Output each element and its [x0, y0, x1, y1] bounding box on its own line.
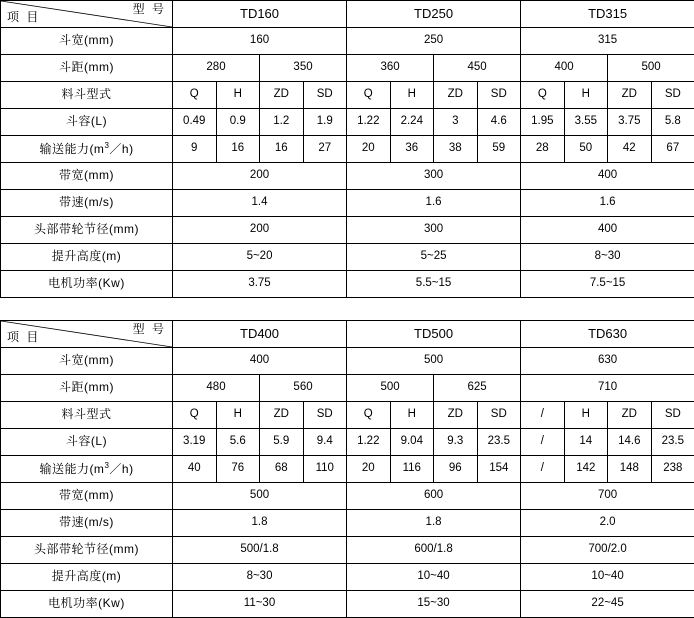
cell-6-1: 1.6	[347, 190, 521, 217]
table-row	[1, 163, 694, 190]
cell-2-11: SD	[651, 82, 694, 109]
cell-4-3: 27	[303, 136, 347, 163]
cell-3-1: 0.9	[216, 109, 260, 136]
spec-table-2	[0, 320, 694, 618]
cell-3-8: 1.95	[521, 109, 565, 136]
row-label-9: 电机功率(Kw)	[1, 591, 173, 618]
table-row	[1, 483, 694, 510]
cell-7-1: 600/1.8	[347, 537, 521, 564]
cell-2-0: Q	[173, 82, 217, 109]
cell-2-11: SD	[651, 402, 694, 429]
cell-3-9: 14	[564, 429, 608, 456]
cell-8-2: 10~40	[521, 564, 694, 591]
table-row	[1, 564, 694, 591]
cell-4-11: 238	[651, 456, 694, 483]
cell-2-8: /	[521, 402, 565, 429]
cell-2-5: H	[390, 82, 434, 109]
cell-2-7: SD	[477, 402, 521, 429]
cell-3-5: 9.04	[390, 429, 434, 456]
table-row	[1, 348, 694, 375]
table-row	[1, 402, 694, 429]
cell-3-3: 1.9	[303, 109, 347, 136]
row-label-3: 斗容(L)	[1, 429, 173, 456]
cell-2-4: Q	[347, 402, 391, 429]
cell-6-2: 1.6	[521, 190, 694, 217]
row-label-6: 带速(m/s)	[1, 510, 173, 537]
spec-table-1	[0, 0, 694, 298]
cell-3-10: 14.6	[608, 429, 652, 456]
cell-6-0: 1.4	[173, 190, 347, 217]
cell-4-2: 68	[260, 456, 304, 483]
cell-8-2: 8~30	[521, 244, 694, 271]
cell-4-4: 20	[347, 456, 391, 483]
row-label-4: 输送能力$(m^3/h)$	[1, 456, 173, 483]
cell-4-10: 42	[608, 136, 652, 163]
cell-3-11: 5.8	[651, 109, 694, 136]
cell-4-0: 40	[173, 456, 217, 483]
model-header-TD630: TD630	[521, 321, 694, 348]
cell-3-9: 3.55	[564, 109, 608, 136]
table-row	[1, 537, 694, 564]
cell-9-0: 3.75	[173, 271, 347, 298]
cell-1-3: 625	[434, 375, 521, 402]
corner-item-label: 项 目	[7, 331, 40, 345]
row-label-9: 电机功率(Kw)	[1, 271, 173, 298]
cell-4-1: 76	[216, 456, 260, 483]
cell-8-0: 5~20	[173, 244, 347, 271]
cell-4-7: 59	[477, 136, 521, 163]
cell-1-1: 560	[260, 375, 347, 402]
cell-4-1: 16	[216, 136, 260, 163]
table-row	[1, 28, 694, 55]
cell-1-4: 710	[521, 375, 694, 402]
cell-7-0: 500/1.8	[173, 537, 347, 564]
cell-6-2: 2.0	[521, 510, 694, 537]
row-label-6: 带速(m/s)	[1, 190, 173, 217]
cell-4-9: 142	[564, 456, 608, 483]
cell-2-3: SD	[303, 82, 347, 109]
cell-3-1: 5.6	[216, 429, 260, 456]
cell-6-1: 1.8	[347, 510, 521, 537]
cell-2-7: SD	[477, 82, 521, 109]
row-label-4: 输送能力$(m^3/h)$	[1, 136, 173, 163]
cell-1-2: 360	[347, 55, 434, 82]
cell-3-6: 9.3	[434, 429, 478, 456]
cell-0-0: 160	[173, 28, 347, 55]
table-row	[1, 217, 694, 244]
cell-2-3: SD	[303, 402, 347, 429]
cell-1-0: 480	[173, 375, 260, 402]
corner-header-cell	[1, 1, 173, 28]
cell-3-4: 1.22	[347, 429, 391, 456]
cell-7-2: 400	[521, 217, 694, 244]
cell-9-2: 22~45	[521, 591, 694, 618]
cell-4-3: 110	[303, 456, 347, 483]
corner-item-label: 项 目	[7, 11, 40, 25]
cell-3-0: 3.19	[173, 429, 217, 456]
corner-inner	[1, 321, 172, 347]
cell-2-5: H	[390, 402, 434, 429]
cell-8-1: 10~40	[347, 564, 521, 591]
row-label-8: 提升高度(m)	[1, 244, 173, 271]
cell-3-3: 9.4	[303, 429, 347, 456]
cell-4-9: 50	[564, 136, 608, 163]
cell-3-4: 1.22	[347, 109, 391, 136]
row-label-2: 料斗型式	[1, 82, 173, 109]
cell-4-7: 154	[477, 456, 521, 483]
cell-3-7: 4.6	[477, 109, 521, 136]
cell-7-1: 300	[347, 217, 521, 244]
cell-2-6: ZD	[434, 402, 478, 429]
cell-4-5: 116	[390, 456, 434, 483]
row-label-3: 斗容(L)	[1, 109, 173, 136]
table-row	[1, 190, 694, 217]
cell-4-2: 16	[260, 136, 304, 163]
cell-2-2: ZD	[260, 402, 304, 429]
cell-1-0: 280	[173, 55, 260, 82]
model-header-TD500: TD500	[347, 321, 521, 348]
cell-2-2: ZD	[260, 82, 304, 109]
cell-2-10: ZD	[608, 82, 652, 109]
cell-3-2: 5.9	[260, 429, 304, 456]
row-label-0: 斗宽(mm)	[1, 348, 173, 375]
cell-0-2: 315	[521, 28, 694, 55]
model-header-TD250: TD250	[347, 1, 521, 28]
cell-0-1: 500	[347, 348, 521, 375]
cell-1-3: 450	[434, 55, 521, 82]
cell-0-2: 630	[521, 348, 694, 375]
cell-7-0: 200	[173, 217, 347, 244]
row-label-0: 斗宽(mm)	[1, 28, 173, 55]
cell-2-10: ZD	[608, 402, 652, 429]
cell-4-4: 20	[347, 136, 391, 163]
cell-3-5: 2.24	[390, 109, 434, 136]
table-row	[1, 136, 694, 163]
cell-1-1: 350	[260, 55, 347, 82]
row-label-1: 斗距(mm)	[1, 375, 173, 402]
row-label-1: 斗距(mm)	[1, 55, 173, 82]
cell-3-8: /	[521, 429, 565, 456]
cell-4-0: 9	[173, 136, 217, 163]
cell-8-0: 8~30	[173, 564, 347, 591]
cell-3-7: 23.5	[477, 429, 521, 456]
cell-9-1: 5.5~15	[347, 271, 521, 298]
table-row	[1, 591, 694, 618]
cell-6-0: 1.8	[173, 510, 347, 537]
table-header-row	[1, 321, 694, 348]
row-label-7: 头部带轮节径(mm)	[1, 217, 173, 244]
cell-2-1: H	[216, 402, 260, 429]
cell-5-0: 200	[173, 163, 347, 190]
cell-3-6: 3	[434, 109, 478, 136]
cell-3-2: 1.2	[260, 109, 304, 136]
cell-3-11: 23.5	[651, 429, 694, 456]
model-header-TD315: TD315	[521, 1, 694, 28]
table-row	[1, 244, 694, 271]
cell-2-1: H	[216, 82, 260, 109]
corner-model-label: 型 号	[133, 3, 166, 17]
cell-5-1: 300	[347, 163, 521, 190]
table-row	[1, 271, 694, 298]
corner-header-cell	[1, 321, 173, 348]
cell-3-10: 3.75	[608, 109, 652, 136]
cell-2-9: H	[564, 402, 608, 429]
cell-2-8: Q	[521, 82, 565, 109]
cell-4-8: /	[521, 456, 565, 483]
cell-7-2: 700/2.0	[521, 537, 694, 564]
table-header-row	[1, 1, 694, 28]
cell-4-8: 28	[521, 136, 565, 163]
cell-1-5: 500	[608, 55, 694, 82]
cell-4-10: 148	[608, 456, 652, 483]
cell-1-2: 500	[347, 375, 434, 402]
table-gap	[0, 298, 694, 320]
cell-0-0: 400	[173, 348, 347, 375]
table-row	[1, 55, 694, 82]
corner-model-label: 型 号	[133, 323, 166, 337]
cell-4-6: 96	[434, 456, 478, 483]
table-row	[1, 82, 694, 109]
cell-4-11: 67	[651, 136, 694, 163]
cell-4-6: 38	[434, 136, 478, 163]
table-row	[1, 109, 694, 136]
table-row	[1, 429, 694, 456]
cell-4-5: 36	[390, 136, 434, 163]
row-label-7: 头部带轮节径(mm)	[1, 537, 173, 564]
cell-2-0: Q	[173, 402, 217, 429]
cell-8-1: 5~25	[347, 244, 521, 271]
cell-0-1: 250	[347, 28, 521, 55]
row-label-5: 带宽(mm)	[1, 163, 173, 190]
cell-3-0: 0.49	[173, 109, 217, 136]
cell-5-1: 600	[347, 483, 521, 510]
table-row	[1, 510, 694, 537]
cell-2-9: H	[564, 82, 608, 109]
cell-2-4: Q	[347, 82, 391, 109]
cell-9-0: 11~30	[173, 591, 347, 618]
row-label-5: 带宽(mm)	[1, 483, 173, 510]
model-header-TD160: TD160	[173, 1, 347, 28]
table-row	[1, 456, 694, 483]
cell-5-0: 500	[173, 483, 347, 510]
model-header-TD400: TD400	[173, 321, 347, 348]
cell-2-6: ZD	[434, 82, 478, 109]
corner-inner	[1, 1, 172, 27]
cell-5-2: 700	[521, 483, 694, 510]
cell-5-2: 400	[521, 163, 694, 190]
cell-9-2: 7.5~15	[521, 271, 694, 298]
cell-1-4: 400	[521, 55, 608, 82]
row-label-8: 提升高度(m)	[1, 564, 173, 591]
row-label-2: 料斗型式	[1, 402, 173, 429]
cell-9-1: 15~30	[347, 591, 521, 618]
table-row	[1, 375, 694, 402]
